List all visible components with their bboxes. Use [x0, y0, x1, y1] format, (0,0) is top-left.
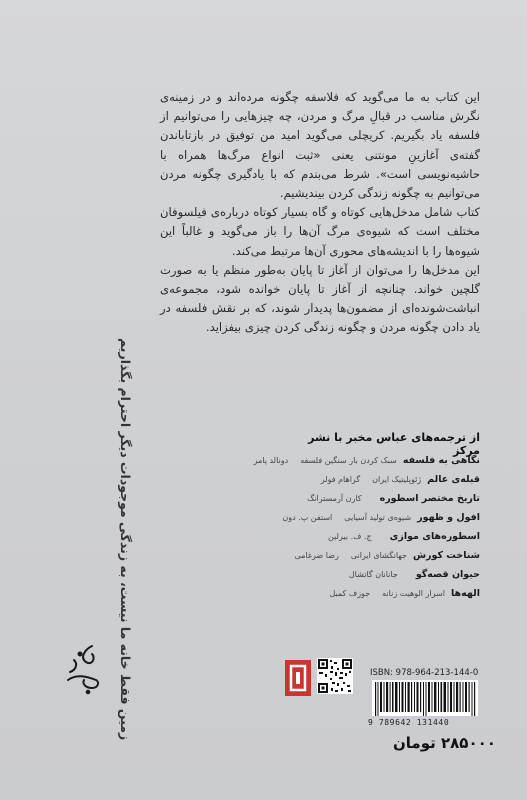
book-title: تاریخ مختصر اسطوره	[379, 493, 480, 504]
translation-item	[255, 474, 480, 493]
handwritten-signature-icon	[62, 640, 106, 696]
book-title: الهه‌ها	[450, 588, 480, 599]
book-author: کارن آرمسترانگ	[307, 494, 362, 503]
book-author: ج. ف. بیرلین	[328, 532, 372, 541]
translation-item	[255, 550, 480, 569]
environmental-slogan: زمین فقط خانه ما نیست، به زندگی موجودات دیگر احترام بگذاریم	[118, 337, 133, 740]
book-author: گراهام فولر	[320, 475, 361, 484]
book-author: جانانان گاتشال	[348, 570, 398, 579]
isbn-number: ISBN: 978-964-213-144-0	[370, 668, 479, 678]
blurb-paragraph-1: این کتاب به ما می‌گوید که فلاسفه چگونه مرده‌اند و در زمینه‌ی نگرش مناسب در قبالِ مرگ و مردن، چه چیزهایی را می‌توانیم از فلسفه یاد بگیریم. کریچلی می‌گوید امید من توفیق در بازتاباندن گفته‌ی آغازینِ مونتنی یعنی «ثبت انواع مرگ‌ها همراه با حاشیه‌نویسی است». شرط می‌بندم که با یادگیری چگونه مردن می‌توانیم به چگونه زندگی کردن بیندیشیم.	[160, 90, 480, 201]
book-title: حیوان قصه‌گو	[415, 569, 480, 580]
qr-code-icon	[317, 658, 353, 694]
book-title: شناخت کورش	[412, 550, 480, 561]
translation-item	[255, 569, 480, 588]
book-author: رضا ضرغامی	[294, 551, 339, 560]
book-subtitle: سبک کردن بار سنگین فلسفه	[300, 456, 397, 465]
translations-list	[255, 455, 480, 607]
book-title: اسطوره‌های موازی	[389, 531, 480, 542]
book-author: استفن پ. دون	[282, 513, 333, 522]
book-subtitle: ژئوپلیتیک ایران	[372, 475, 422, 484]
translation-item	[255, 455, 480, 474]
translations-heading: از ترجمه‌های عباس مخبر با نشر مرکز	[308, 431, 480, 457]
book-author: دونالد پامر	[253, 456, 289, 465]
blurb-paragraph-2: کتاب شامل مدخل‌هایی کوتاه و گاه بسیار کوتاه درباره‌ی فیلسوفان مختلف است که شیوه‌ی مرگ آن‌ها را باز می‌گوید و غالباً این شیوه‌ها را با اندیشه‌های محوری آن‌ها مرتبط می‌کند.	[160, 205, 480, 258]
book-subtitle: اسرار الوهیت زنانه	[382, 589, 445, 598]
price-label: ۲۸۵۰۰۰ تومان	[393, 734, 496, 752]
book-subtitle: جهانگشای ایرانی	[350, 551, 407, 560]
book-title: افول و ظهور	[417, 512, 480, 523]
translation-item	[255, 588, 480, 607]
barcode-icon	[372, 680, 478, 716]
book-author: جوزف کمبل	[329, 589, 371, 598]
barcode-digits: 9 789642 131440	[368, 718, 450, 727]
translation-item	[255, 493, 480, 512]
markaz-logo-icon	[285, 660, 311, 696]
book-title: قبله‌ی عالم	[427, 474, 480, 485]
blurb-paragraph-3: این مدخل‌ها را می‌توان از آغاز تا پایان به‌طور منظم یا به صورت گلچین خواند. چنانچه از آغاز تا پایان خوانده شود، مجموعه‌ی انباشت‌شونده‌ای از مضمون‌ها پدیدار شوند، که بر نقش فلسفه در یاد دادن چگونه مردن و چگونه زندگی کردن چیزی بیفزاید.	[160, 262, 480, 335]
translation-item	[255, 512, 480, 531]
translation-item	[255, 531, 480, 550]
blurb-text	[160, 88, 480, 338]
book-title: نگاهی به فلسفه	[402, 455, 480, 466]
book-subtitle: شیوه‌ی تولید آسیایی	[344, 513, 412, 522]
